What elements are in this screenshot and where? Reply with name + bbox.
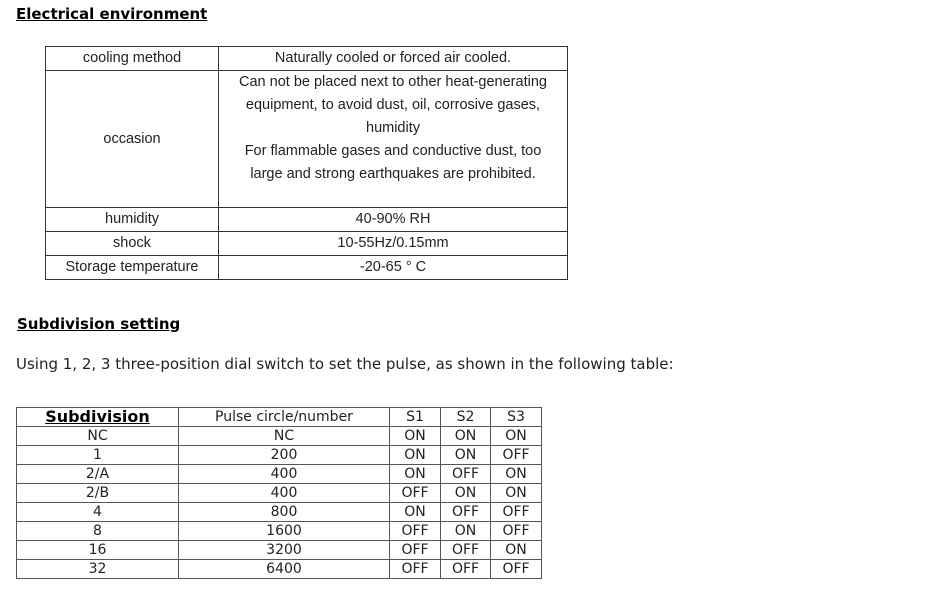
table-cell: ON — [390, 465, 441, 484]
env-value: 40-90% RH — [219, 208, 568, 232]
table-cell: OFF — [491, 503, 542, 522]
env-row — [46, 232, 568, 256]
env-value-line: Can not be placed next to other heat-generating — [239, 74, 547, 90]
table-cell: 32 — [17, 560, 179, 579]
table-row — [17, 465, 542, 484]
subdivision-table-body — [17, 427, 542, 579]
table-cell: 400 — [179, 465, 390, 484]
column-header: S2 — [441, 408, 491, 427]
table-cell: OFF — [441, 503, 491, 522]
table-row — [17, 522, 542, 541]
env-value: 10-55Hz/0.15mm — [219, 232, 568, 256]
table-cell: NC — [179, 427, 390, 446]
column-header: Subdivision — [17, 408, 179, 427]
env-label: shock — [46, 232, 219, 256]
env-label: Storage temperature — [46, 256, 219, 280]
table-row — [17, 560, 542, 579]
env-row — [46, 47, 568, 71]
table-cell: ON — [491, 465, 542, 484]
table-cell: ON — [491, 484, 542, 503]
table-cell: ON — [441, 484, 491, 503]
table-cell: OFF — [390, 522, 441, 541]
env-value-line: large and strong earthquakes are prohibited. — [250, 166, 536, 182]
table-cell: OFF — [441, 560, 491, 579]
table-cell: OFF — [441, 465, 491, 484]
env-row — [46, 71, 568, 208]
table-cell: ON — [491, 541, 542, 560]
env-value: -20-65 ° C — [219, 256, 568, 280]
table-cell: OFF — [390, 541, 441, 560]
env-value-line: equipment, to avoid dust, oil, corrosive gases, — [245, 97, 541, 113]
table-cell: 4 — [17, 503, 179, 522]
table-cell: 6400 — [179, 560, 390, 579]
section-heading-subdivision: Subdivision setting — [17, 315, 181, 333]
table-cell: ON — [390, 446, 441, 465]
column-header: S3 — [491, 408, 542, 427]
table-cell: OFF — [491, 522, 542, 541]
table-cell: ON — [390, 427, 441, 446]
env-label: occasion — [46, 71, 219, 208]
table-row — [17, 446, 542, 465]
table-cell: 3200 — [179, 541, 390, 560]
table-row — [17, 484, 542, 503]
table-cell: OFF — [491, 560, 542, 579]
subdivision-table — [16, 407, 542, 579]
table-cell: ON — [441, 522, 491, 541]
description-text: Using 1, 2, 3 three-position dial switch to set the pulse, as shown in the following table: — [16, 355, 674, 373]
table-cell: OFF — [390, 560, 441, 579]
env-value-line: humidity — [366, 120, 420, 136]
env-value — [219, 71, 568, 208]
table-cell: 1 — [17, 446, 179, 465]
table-cell: ON — [390, 503, 441, 522]
table-cell: 200 — [179, 446, 390, 465]
table-header-row — [17, 408, 542, 427]
section-heading-electrical: Electrical environment — [16, 5, 208, 23]
table-cell: ON — [441, 446, 491, 465]
env-value-line: For flammable gases and conductive dust, too — [244, 143, 542, 159]
table-cell: 1600 — [179, 522, 390, 541]
env-label: cooling method — [46, 47, 219, 71]
env-row — [46, 256, 568, 280]
table-cell: 2/A — [17, 465, 179, 484]
column-header: S1 — [390, 408, 441, 427]
env-row — [46, 208, 568, 232]
table-cell: OFF — [441, 541, 491, 560]
env-label: humidity — [46, 208, 219, 232]
table-cell: 400 — [179, 484, 390, 503]
column-header: Pulse circle/number — [179, 408, 390, 427]
table-cell: ON — [441, 427, 491, 446]
table-row — [17, 541, 542, 560]
table-row — [17, 503, 542, 522]
env-value: Naturally cooled or forced air cooled. — [219, 47, 568, 71]
table-row — [17, 427, 542, 446]
table-cell: OFF — [390, 484, 441, 503]
table-cell: OFF — [491, 446, 542, 465]
table-cell: ON — [491, 427, 542, 446]
table-cell: 8 — [17, 522, 179, 541]
table-cell: 16 — [17, 541, 179, 560]
electrical-environment-table — [45, 46, 568, 280]
table-cell: 800 — [179, 503, 390, 522]
table-cell: 2/B — [17, 484, 179, 503]
table-cell: NC — [17, 427, 179, 446]
